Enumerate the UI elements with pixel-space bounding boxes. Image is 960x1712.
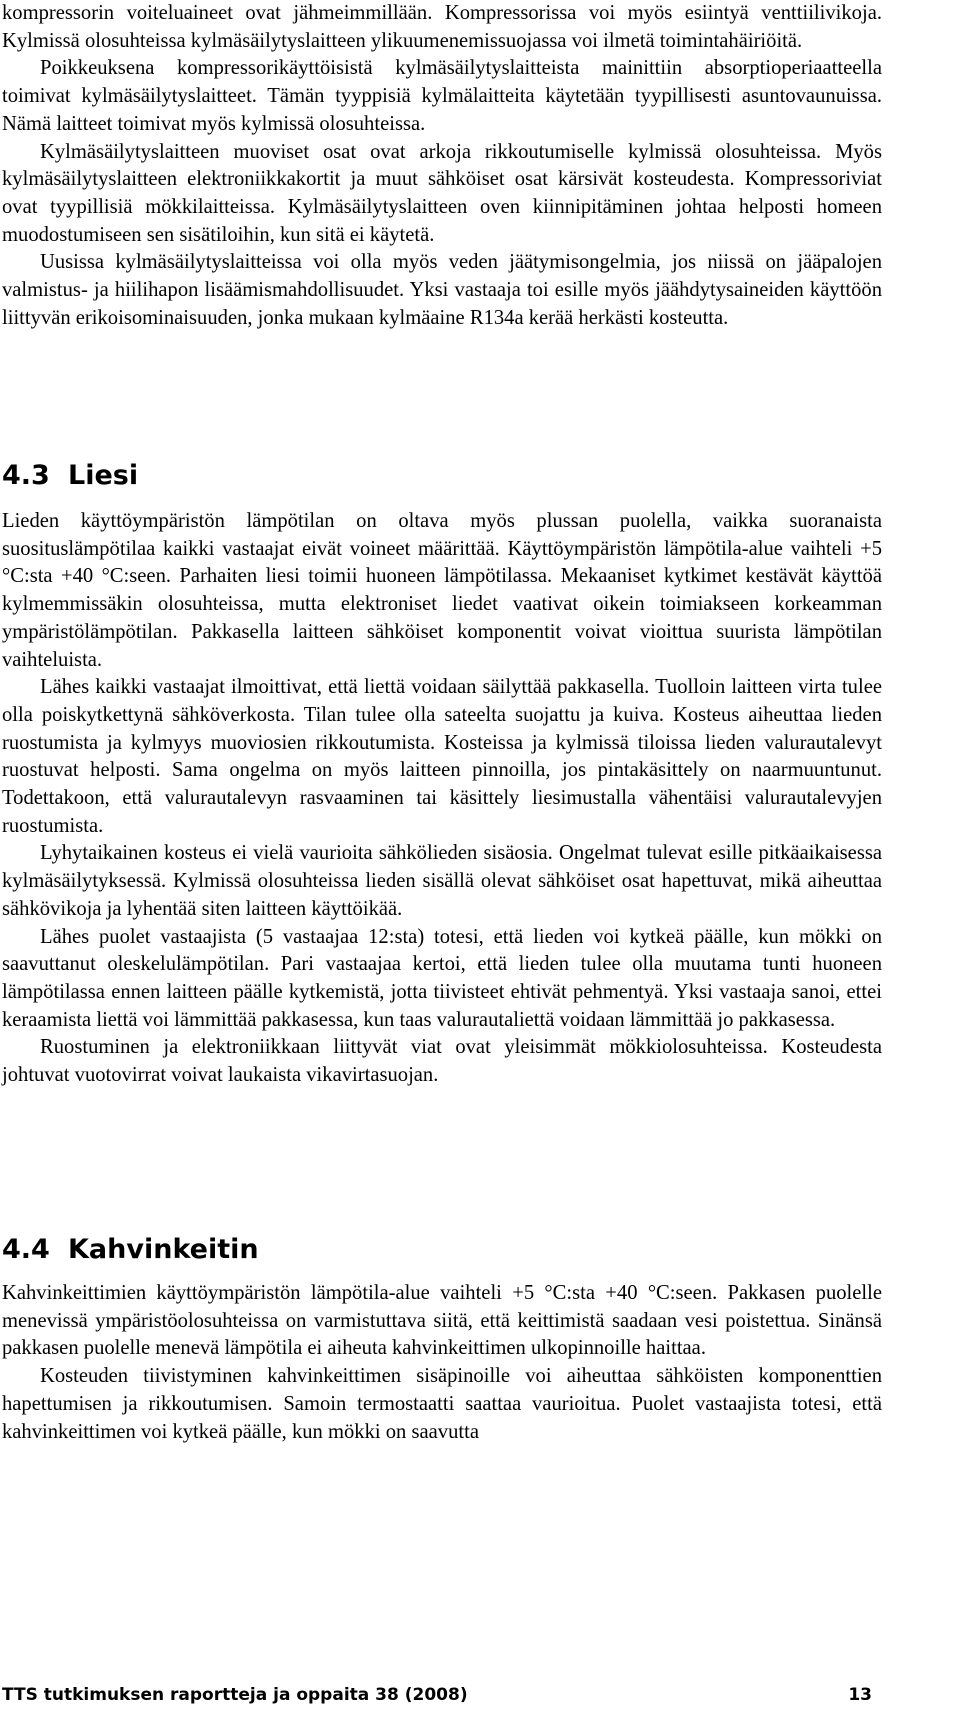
paragraph: Poikkeuksena kompressorikäyttöisistä kylmäsäilytyslaitteista mainittiin absorptioperiaatteella toimivat kylmäsäilytyslaitteet. Tämän tyyppisiä kylmälaitteita käytetään tyypillisesti asuntovaunuissa. Nämä laitteet toimivat myös kylmissä olosuhteissa. — [2, 57, 882, 135]
section-number: 4.4 — [2, 1234, 50, 1265]
section-4-3-text-block — [2, 508, 882, 1090]
paragraph: kompressorin voiteluaineet ovat jähmeimmillään. Kompressorissa voi myös esiintyä venttiilivikoja. Kylmissä olosuhteissa kylmäsäilytyslaitteen ylikuumenemissuojassa voi ilmetä toimintahäiriöitä. — [2, 2, 882, 52]
paragraph: Kylmäsäilytyslaitteen muoviset osat ovat arkoja rikkoutumiselle kylmissä olosuhteissa. Myös kylmäsäilytyslaitteen elektroniikkakortit ja muut sähköiset osat kärsivät kosteudesta. Kompressoriviat ovat tyypillisiä mökkilaitteissa. Kylmäsäilytyslaitteen oven kiinnipitäminen johtaa helposti homeen muodostumiseen sen sisätiloihin, kun sitä ei käytetä. — [2, 140, 882, 246]
paragraph: Lieden käyttöympäristön lämpötilan on oltava myös plussan puolella, vaikka suoranaista suosituslämpötilaa kaikki vastaajat eivät voineet määrittää. Käyttöympäristön lämpötila-alue vaihteli +5 °C:sta +40 °C:seen. Parhaiten liesi toimii huoneen lämpötilassa. Mekaaniset kytkimet kestävät käyttöä kylmemmissäkin olosuhteissa, mutta elektroniset liedet vaativat oikein toimiakseen korkeamman ympäristölämpötilan. Pakkasella laitteen sähköiset komponentit voivat vioittua suurista lämpötilan vaihteluista. — [2, 510, 882, 671]
section-number: 4.3 — [2, 460, 50, 491]
section-title: Liesi — [68, 460, 139, 491]
page-footer — [2, 1684, 872, 1706]
section-heading-4-4 — [2, 1234, 259, 1266]
section-4-4-text-block — [2, 1280, 882, 1446]
publication-series: TTS tutkimuksen raportteja ja oppaita 38 (2008) — [2, 1685, 468, 1705]
intro-text-block — [2, 0, 882, 332]
paragraph: Uusissa kylmäsäilytyslaitteissa voi olla myös veden jäätymisongelmia, jos niissä on jääpalojen valmistus- ja hiilihapon lisäämismahdollisuudet. Yksi vastaaja toi esille myös jäähdytysaineiden käyttöön liittyvän erikoisominaisuuden, jonka mukaan kylmäaine R134a kerää herkästi kosteutta. — [2, 251, 882, 329]
section-title: Kahvinkeitin — [68, 1234, 259, 1265]
paragraph: Lähes puolet vastaajista (5 vastaajaa 12:sta) totesi, että lieden voi kytkeä päälle, kun mökki on saavuttanut oleskelulämpötilan. Pari vastaajaa kertoi, että lieden tulee olla muutama tunti huoneen lämpötilassa ennen laitteen päälle kytkemistä, jotta tiivisteet ehtivät pehmentyä. Yksi vastaaja sanoi, ettei keraamista liettä voi lämmittää pakkasessa, kun taas valurautaliettä voidaan lämmittää jo pakkasessa. — [2, 925, 882, 1031]
paragraph: Kahvinkeittimien käyttöympäristön lämpötila-alue vaihteli +5 °C:sta +40 °C:seen. Pakkasen puolelle menevissä ympäristöolosuhteissa on varmistuttava siitä, että keittimistä saadaan vesi poistettua. Sinänsä pakkasen puolelle menevä lämpötila ei aiheuta kahvinkeittimen ulkopinnoille haittaa. — [2, 1282, 882, 1360]
section-heading-4-3 — [2, 460, 138, 492]
paragraph: Lyhytaikainen kosteus ei vielä vaurioita sähkölieden sisäosia. Ongelmat tulevat esille pitkäaikaisessa kylmäsäilytyksessä. Kylmissä olosuhteissa lieden sisällä olevat sähköiset osat hapettuvat, mikä aiheuttaa sähkövikoja ja lyhentää siten laitteen käyttöikää. — [2, 842, 882, 920]
paragraph: Ruostuminen ja elektroniikkaan liittyvät viat ovat yleisimmät mökkiolosuhteissa. Kosteudesta johtuvat vuotovirrat voivat laukaista vikavirtasuojan. — [2, 1036, 882, 1087]
page-number: 13 — [848, 1685, 872, 1705]
paragraph: Kosteuden tiivistyminen kahvinkeittimen sisäpinoille voi aiheuttaa sähköisten komponenttien hapettumisen ja rikkoutumisen. Samoin termostaatti saattaa vaurioitua. Puolet vastaajista totesi, että kahvinkeittimen voi kytkeä päälle, kun mökki on saavutta — [2, 1365, 882, 1443]
paragraph: Lähes kaikki vastaajat ilmoittivat, että liettä voidaan säilyttää pakkasella. Tuolloin laitteen virta tulee olla poiskytkettynä sähköverkosta. Tilan tulee olla sateelta suojattu ja kuiva. Kosteus aiheuttaa lieden ruostumista ja kylmyys muoviosien rikkoutumista. Kosteissa ja kylmissä tiloissa lieden valurautalevyt ruostuvat helposti. Sama ongelma on myös laitteen pinnoilla, jos pintakäsittely on naarmuuntunut. Todettakoon, että valurautalevyn rasvaaminen tai käsittely liesimustalla vähentäisi valurautalevyjen ruostumista. — [2, 676, 882, 837]
